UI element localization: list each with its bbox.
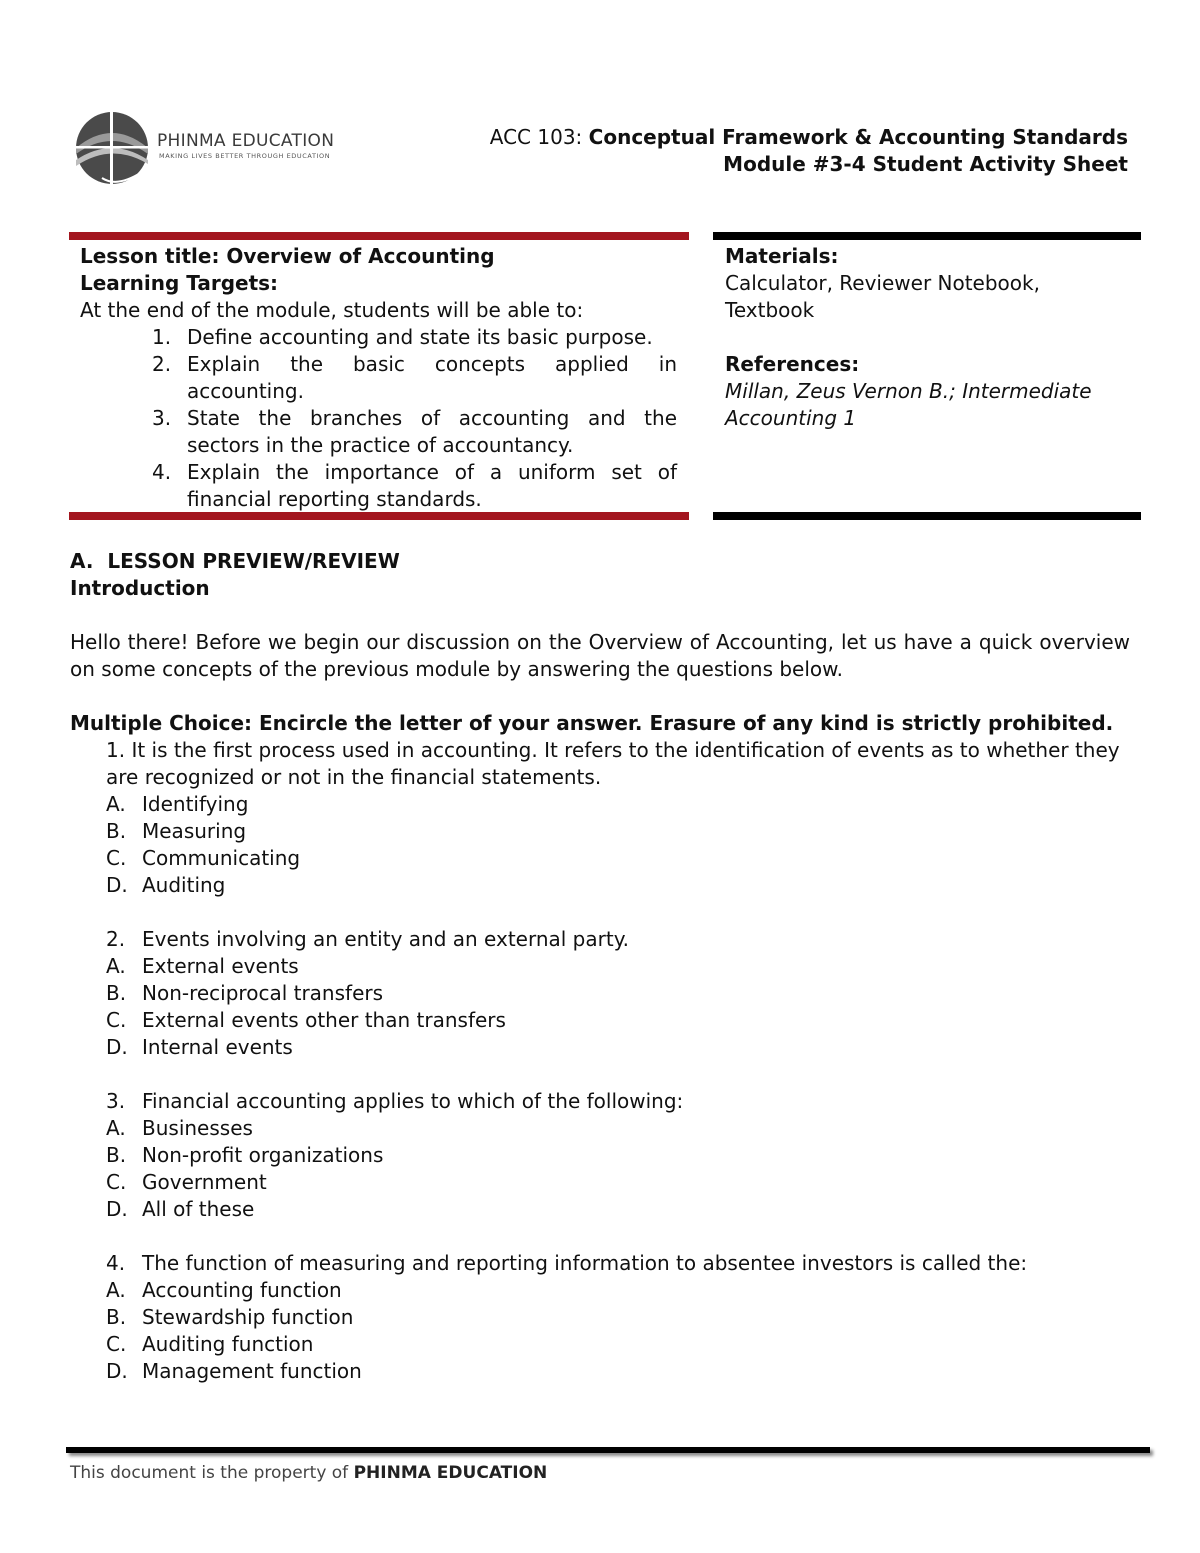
logo-text: PHINMA EDUCATION	[157, 131, 335, 151]
option[interactable]: C. External events other than transfers	[106, 1008, 506, 1032]
question-1	[70, 737, 1130, 899]
option[interactable]: D. All of these	[106, 1197, 255, 1221]
logo-tagline: MAKING LIVES BETTER THROUGH EDUCATION	[159, 152, 331, 160]
option[interactable]: A. Businesses	[106, 1116, 253, 1140]
learning-targets-list	[80, 324, 677, 513]
materials-box	[725, 243, 1125, 432]
lesson-title: Lesson title: Overview of Accounting	[80, 244, 495, 268]
question-3	[70, 1088, 1130, 1223]
footer-prefix: This document is the property of	[70, 1463, 349, 1483]
option[interactable]: C. Communicating	[106, 846, 301, 870]
option[interactable]: B. Non-reciprocal transfers	[106, 981, 384, 1005]
learning-target: 4. Explain the importance of a uniform set of financial reporting standards.	[152, 460, 677, 511]
main-content	[70, 548, 1130, 1385]
course-name: Conceptual Framework & Accounting Standards	[588, 125, 1128, 149]
option[interactable]: C. Government	[106, 1170, 267, 1194]
option[interactable]: D. Auditing	[106, 873, 226, 897]
question-text: 3. Financial accounting applies to which of the following:	[106, 1089, 684, 1113]
lesson-bottom-divider	[69, 512, 689, 520]
learning-targets-intro: At the end of the module, students will be able to:	[80, 298, 584, 322]
section-subheading: Introduction	[70, 576, 210, 600]
option[interactable]: B. Stewardship function	[106, 1305, 354, 1329]
materials-heading: Materials:	[725, 244, 839, 268]
footer-text	[70, 1463, 547, 1483]
option[interactable]: A. External events	[106, 954, 299, 978]
intro-paragraph: Hello there! Before we begin our discussion on the Overview of Accounting, let us have a quick overview on some concepts of the previous module by answering the questions below.	[70, 630, 1130, 681]
section-heading: A. LESSON PREVIEW/REVIEW	[70, 549, 400, 573]
option[interactable]: D. Internal events	[106, 1035, 293, 1059]
learning-targets-heading: Learning Targets:	[80, 271, 279, 295]
references-heading: References:	[725, 352, 860, 376]
question-4	[70, 1250, 1130, 1385]
references-text: Millan, Zeus Vernon B.; Intermediate Accounting 1	[725, 379, 1092, 430]
footer-owner: PHINMA EDUCATION	[353, 1463, 548, 1483]
option[interactable]: B. Measuring	[106, 819, 247, 843]
lesson-top-divider	[69, 232, 689, 240]
option[interactable]: C. Auditing function	[106, 1332, 314, 1356]
course-title	[490, 125, 1128, 149]
learning-target: 3. State the branches of accounting and the sectors in the practice of accountancy.	[152, 406, 677, 457]
course-code: ACC 103:	[489, 125, 583, 149]
materials-text: Calculator, Reviewer Notebook, Textbook	[725, 271, 1040, 322]
lesson-box	[80, 243, 677, 513]
learning-target: 2. Explain the basic concepts applied in accounting.	[152, 352, 677, 403]
learning-target: 1. Define accounting and state its basic purpose.	[152, 325, 653, 349]
option[interactable]: A. Identifying	[106, 792, 249, 816]
logo-mark	[76, 110, 148, 186]
option[interactable]: D. Management function	[106, 1359, 362, 1383]
option[interactable]: B. Non-profit organizations	[106, 1143, 384, 1167]
question-text: 2. Events involving an entity and an external party.	[106, 927, 630, 951]
module-line: Module #3-4 Student Activity Sheet	[723, 152, 1128, 176]
instructions: Multiple Choice: Encircle the letter of your answer. Erasure of any kind is strictly prohibited.	[70, 711, 1114, 735]
question-text: 4. The function of measuring and reporting information to absentee investors is called the:	[106, 1251, 1028, 1275]
footer-divider	[66, 1447, 1150, 1453]
materials-top-divider	[713, 232, 1141, 240]
question-text: 1. It is the first process used in accounting. It refers to the identification of events as to whether they are recognized or not in the financial statements.	[106, 738, 1120, 789]
materials-bottom-divider	[713, 512, 1141, 520]
option[interactable]: A. Accounting function	[106, 1278, 342, 1302]
question-2	[70, 926, 1130, 1061]
